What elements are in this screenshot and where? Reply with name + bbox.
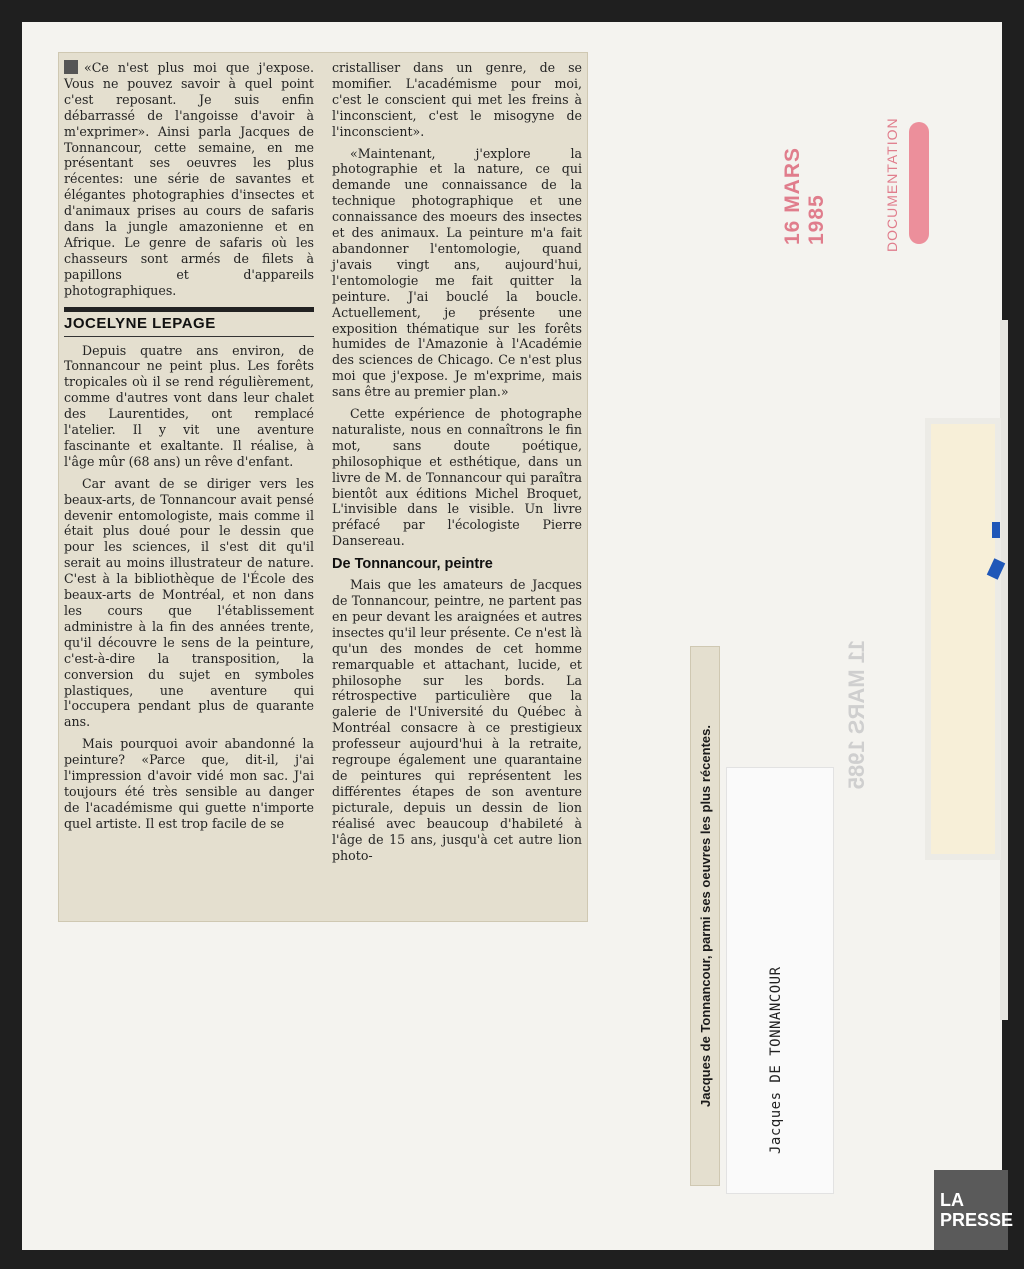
date-stamp: 16 MARS 1985 xyxy=(781,146,828,245)
article-column-right xyxy=(332,60,582,869)
article-paragraph: cristalliser dans un genre, de se momifier. L'académisme pour moi, c'est le conscient qui met les freins à l'inconscient, c'est le misogyne de l'inconscient». xyxy=(332,60,582,139)
photo-caption-strip xyxy=(690,646,720,1186)
article-paragraph: Mais que les amateurs de Jacques de Tonnancour, peintre, ne partent pas en peur devant les araignées et autres insectes qu'il leur présente. Ce n'est là qu'un des mondes de cet homme remarquable et attachant, lucide, et philosophe sur les bords. La rétrospective particulière que la galerie de l'Université du Québec à Montréal consacre à ce prestigieux professeur aujourd'hui à la retraite, regroupe également une quarantaine de peintures qui représentent les différentes étapes de son aventure picturale, depuis un dessin de lion réalisé avec beaucoup d'habileté à l'âge de 15 ans, jusqu'à cet autre lion photo- xyxy=(332,577,582,863)
article-column-left xyxy=(64,60,314,838)
stamp-seal-icon xyxy=(909,122,929,244)
card-edge xyxy=(1000,320,1008,1020)
article-paragraph: Cette expérience de photographe naturaliste, nous en connaîtrons le fin mot, sans doute poétique, philosophique et esthétique, dans un livre de M. de Tonnancour qui paraîtra bientôt aux éditions Michel Broquet, L'invisible dans le visible. Un livre préfacé par l'écologiste Pierre Dansereau. xyxy=(332,406,582,549)
paragraph-marker-icon xyxy=(64,60,78,74)
attached-paper-strip xyxy=(925,418,1001,860)
article-paragraph: «Maintenant, j'explore la photographie et la nature, ce qui demande une connaissance de la technique photographique et une connaissance des moeurs des insectes et des animaux. La peinture m'a fait abandonner l'entomologie, quand j'avais vingt ans, aujourd'hui, l'entomologie me fait quitter la peinture. J'ai bouclé la boucle. Actuellement, je présente une exposition thématique sur les forêts humides de l'Amazonie à l'Académie des sciences de Chicago. Ce n'est plus moi que j'expose. Je m'exprime, mais sans être au premier plan.» xyxy=(332,145,582,400)
article-subhead: De Tonnancour, peintre xyxy=(332,556,493,573)
photo-caption: Jacques de Tonnancour, parmi ses oeuvres les plus récentes. xyxy=(697,725,713,1107)
la-presse-logo xyxy=(934,1170,1014,1250)
blue-tape-mark xyxy=(992,522,1000,538)
logo-line: PRESSE xyxy=(940,1210,1014,1230)
subject-name-label: Jacques DE TONNANCOUR xyxy=(768,966,784,1154)
documentation-stamp: DOCUMENTATION xyxy=(884,117,900,253)
newspaper-clipping xyxy=(58,52,588,922)
faint-date-stamp: 11 MARS 1985 xyxy=(844,640,869,790)
byline-rule xyxy=(64,307,314,312)
article-paragraph: «Ce n'est plus moi que j'expose. Vous ne pouvez savoir à quel point c'est reposant. Je suis enfin débarrassé de l'angoisse d'avoir à m'exprimer». Ainsi parla Jacques de Tonnancour, cette semaine, en me présentant ses oeuvres les plus récentes: une série de savantes et élégantes photographies d'insectes et d'animaux prises au cours de safaris dans la jungle amazonienne et en Afrique. Le genre de safaris où les chasseurs sont armés de filets à papillons et d'appareils photographiques. xyxy=(64,60,314,298)
article-byline: JOCELYNE LEPAGE xyxy=(64,316,314,337)
article-paragraph: Car avant de se diriger vers les beaux-arts, de Tonnancour avait pensé devenir entomologiste, mais comme il était plus doué pour le dessin que pour les sciences, il s'est dit qu'il serait au moins illustrateur de nature. C'est à la bibliothèque de l'École des beaux-arts de Montréal, et non dans les cours que l'établissement administre à la fin des années trente, qu'il découvre le sens de la peinture, c'est-à-dire la transposition, la conversion du sujet en symboles plastiques, une aventure qui l'occupera pendant plus de quarante ans. xyxy=(64,475,314,730)
article-paragraph: Mais pourquoi avoir abandonné la peinture? «Parce que, dit-il, j'ai l'impression d'avoir vidé mon sac. J'ai toujours été très sensible au danger de l'académisme qui guette n'importe quel artiste. Il est trop facile de se xyxy=(64,736,314,831)
article-paragraph: Depuis quatre ans environ, de Tonnancour ne peint plus. Les forêts tropicales où il se rend régulièrement, comme d'autres vont dans leur chalet des Laurentides, ont remplacé l'atelier. Il y vit une aventure fascinante et exaltante. Il réalise, à l'âge mûr (68 ans) un rêve d'enfant. xyxy=(64,342,314,469)
logo-line: LA xyxy=(940,1190,964,1210)
